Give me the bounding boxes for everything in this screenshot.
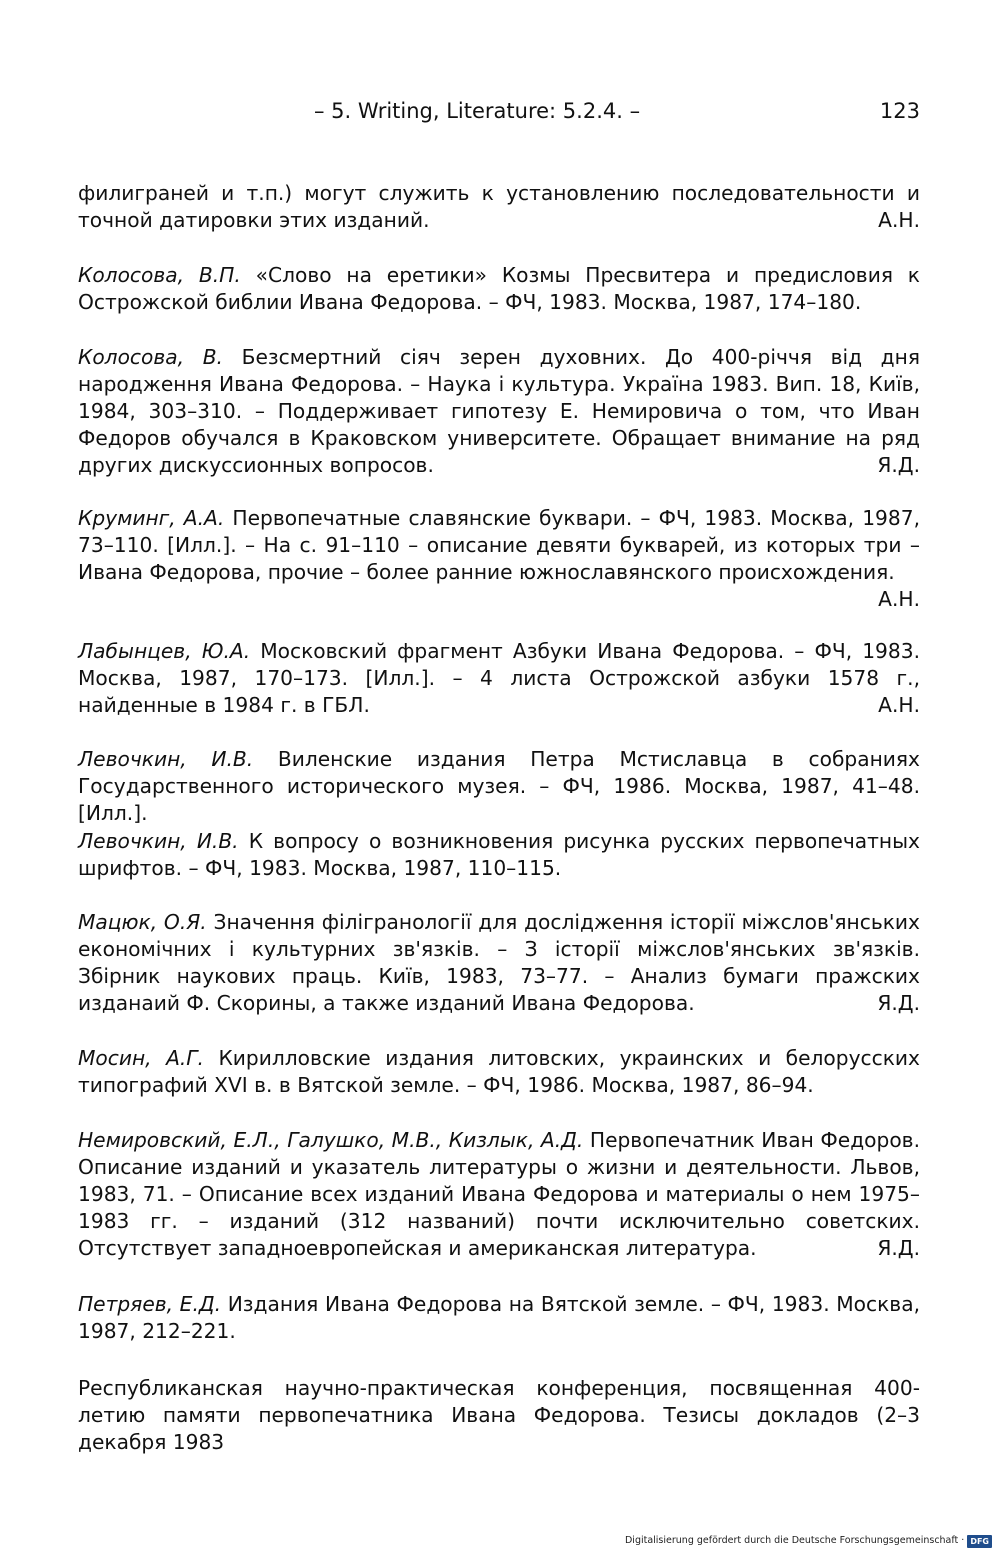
entry-text: Первопечатные славянские буквари. – ФЧ, 1983. Москва, 1987, 73–110. [Илл.]. – На с. 91–110 – описание девяти букварей, из которых три – Ивана Федорова, прочие – более ранние южнославянского происхождения. xyxy=(78,506,920,584)
reviewer-initials: А.Н. xyxy=(878,693,920,717)
entry-text: филиграней и т.п.) могут служить к установлению последовательности и точной датировки этих изданий. xyxy=(78,181,920,232)
entry-author: Мосин, А.Г. xyxy=(78,1046,204,1070)
reviewer-initials: А.Н. xyxy=(878,208,920,232)
entry-text: Безсмертний сіяч зерен духовних. До 400-річчя від дня народження Ивана Федорова. – Наука і культура. Україна 1983. Вип. 18, Київ, 1984, 303–310. – Поддерживает гипотезу Е. Немировича о том, что Иван Федоров обучался в Краковском университете. Обращает внимание на ряд других дискуссионных вопросов. xyxy=(78,345,920,477)
dfg-logo: DFG xyxy=(967,1535,992,1548)
page-number: 123 xyxy=(879,99,920,123)
entry-author: Немировский, Е.Л., Галушко, М.В., Кизлык, А.Д. xyxy=(78,1128,584,1152)
entry-author: Колосова, В.П. xyxy=(78,263,241,287)
bibliography-entry xyxy=(78,828,920,882)
entry-author: Колосова, В. xyxy=(78,345,223,369)
entry-author: Лабынцев, Ю.А. xyxy=(78,639,251,663)
bibliography-entry xyxy=(78,638,920,719)
entry-text: Значення філігранології для дослідження історії міжслов'янських економічних і культурних зв'язків. – З історії міжслов'янських зв'язків. Збірник наукових праць. Київ, 1983, 73–77. – Анализ бумаги пражских изданаий Ф. Скорины, а также изданий Ивана Федорова. xyxy=(78,910,920,1015)
bibliography-entry xyxy=(78,746,920,825)
bibliography-entry xyxy=(78,1375,920,1454)
entry-text: Московский фрагмент Азбуки Ивана Федорова. – ФЧ, 1983. Москва, 1987, 170–173. [Илл.]. – 4 листа Острожской азбуки 1578 г., найденные в 1984 г. в ГБЛ. xyxy=(78,639,920,717)
bibliography-entry xyxy=(78,262,920,316)
bibliography-entry xyxy=(78,1127,920,1262)
entry-author: Петряев, Е.Д. xyxy=(78,1292,222,1316)
entry-text: Издания Ивана Федорова на Вятской земле. – ФЧ, 1983. Москва, 1987, 212–221. xyxy=(78,1292,920,1343)
bibliography-entry xyxy=(78,180,920,234)
reviewer-initials: Я.Д. xyxy=(877,991,920,1015)
bibliography-entry xyxy=(78,1291,920,1345)
bibliography-entry xyxy=(78,909,920,1017)
entry-text: Первопечатник Иван Федоров. Описание изданий и указатель литературы о жизни и деятельности. Львов, 1983, 71. – Описание всех изданий Ивана Федорова и материалы о нем 1975–1983 гг. – изданий (312 названий) почти исключительно советских. Отсутствует западноевропейская и американская литература. xyxy=(78,1128,920,1260)
entry-text: Кирилловские издания литовских, украинских и белорусских типографий XVI в. в Вятской земле. – ФЧ, 1986. Москва, 1987, 86–94. xyxy=(78,1046,920,1097)
entry-author: Левочкин, И.В. xyxy=(78,747,254,771)
running-title: – 5. Writing, Literature: 5.2.4. – xyxy=(314,99,641,123)
entry-author: Левочкин, И.В. xyxy=(78,829,239,853)
bibliography-entry xyxy=(78,344,920,479)
bibliography-entry xyxy=(78,505,920,613)
page-header xyxy=(78,96,920,126)
footer-text: Digitalisierung gefördert durch die Deutsche Forschungsgemeinschaft · xyxy=(624,1535,965,1546)
reviewer-initials: А.Н. xyxy=(878,587,920,611)
digitization-footer xyxy=(625,1534,992,1548)
entry-author: Круминг, А.А. xyxy=(78,506,225,530)
bibliography-entry xyxy=(78,1045,920,1099)
entry-text: «Слово на еретики» Козмы Пресвитера и предисловия к Острожской библии Ивана Федорова. – ФЧ, 1983. Москва, 1987, 174–180. xyxy=(78,263,920,314)
entry-text: Республиканская научно-практическая конференция, посвященная 400-летию памяти первопечатника Ивана Федорова. Тезисы докладов (2–3 декабря 1983 xyxy=(78,1376,920,1454)
entry-text: К вопросу о возникновения рисунка русских первопечатных шрифтов. – ФЧ, 1983. Москва, 1987, 110–115. xyxy=(78,829,920,880)
reviewer-initials: Я.Д. xyxy=(877,453,920,477)
reviewer-initials: Я.Д. xyxy=(877,1236,920,1260)
entry-text: Виленские издания Петра Мстиславца в собраниях Государственного исторического музея. – ФЧ, 1986. Москва, 1987, 41–48. [Илл.]. xyxy=(78,747,920,825)
entry-author: Мацюк, О.Я. xyxy=(78,910,207,934)
